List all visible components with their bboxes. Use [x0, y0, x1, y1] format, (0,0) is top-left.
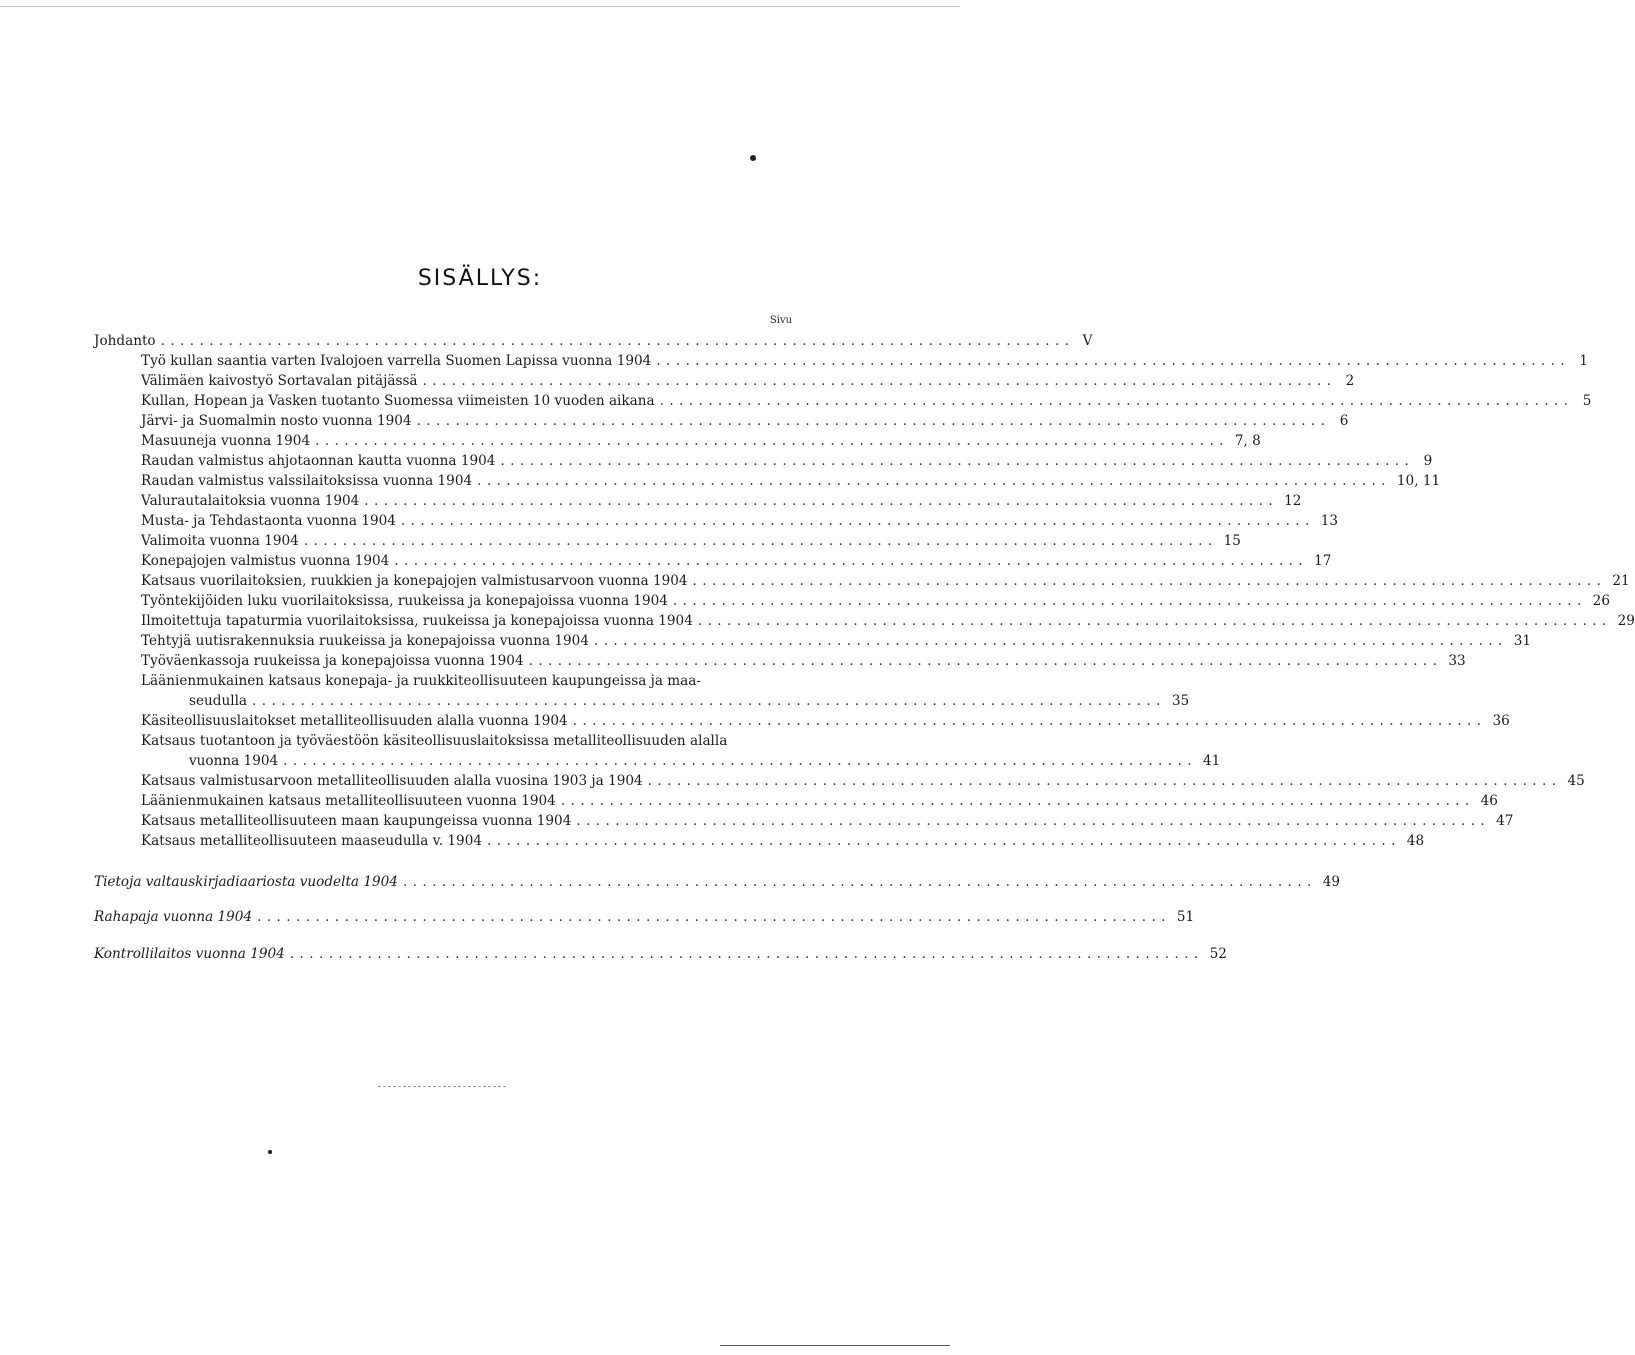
dot-leader: ..............................................................................................	[692, 573, 1607, 589]
dot-leader: ..............................................................................................	[402, 874, 1317, 890]
toc-entry-page: 36	[1492, 713, 1510, 729]
toc-entry-page: 12	[1284, 493, 1302, 509]
dot-leader: ..............................................................................................	[160, 333, 1075, 349]
toc-entry-label: Työväenkassoja ruukeissa ja konepajoissa vuonna 1904	[141, 653, 524, 669]
bottom-edge-rule	[720, 1345, 950, 1346]
toc-entry[interactable]	[189, 691, 1190, 711]
toc-entry-label-continued: seudulla	[189, 693, 248, 709]
toc-entry[interactable]	[141, 431, 1261, 451]
toc-entry[interactable]	[141, 371, 1355, 391]
toc-entry-page: 35	[1171, 693, 1190, 709]
toc-entry[interactable]	[141, 551, 1332, 571]
dot-leader: ..............................................................................................	[487, 833, 1401, 849]
dot-leader: ..............................................................................................	[659, 393, 1574, 409]
toc-entry-page: 5	[1582, 393, 1592, 409]
dot-leader: ..............................................................................................	[416, 413, 1331, 429]
toc-entry-page: 52	[1209, 946, 1227, 962]
toc-entry[interactable]	[189, 751, 1221, 771]
divider-rule	[378, 1086, 506, 1087]
toc-entry[interactable]	[141, 591, 1610, 611]
toc-entry-page: 15	[1223, 533, 1241, 549]
toc-entry[interactable]	[141, 611, 1635, 631]
dot-leader: ..............................................................................................	[394, 553, 1309, 569]
toc-entry-label-continued: vuonna 1904	[189, 753, 279, 769]
dot-leader: ..............................................................................................	[697, 613, 1612, 629]
toc-entry-label: Kullan, Hopean ja Vasken tuotanto Suomessa viimeisten 10 vuoden aikana	[141, 393, 655, 409]
toc-entry-page: 29	[1617, 613, 1635, 629]
toc-entry-label: Kontrollilaitos vuonna 1904	[94, 946, 285, 962]
toc-entry[interactable]	[141, 571, 1630, 591]
toc-entry-label: Läänienmukainen katsaus metalliteollisuuteen vuonna 1904	[141, 793, 556, 809]
toc-entry[interactable]	[141, 391, 1592, 411]
toc-entry[interactable]	[141, 451, 1433, 471]
toc-entry-label: Ilmoitettuja tapaturmia vuorilaitoksissa, ruukeissa ja konepajoissa vuonna 1904	[141, 613, 693, 629]
dot-leader: ..............................................................................................	[303, 533, 1218, 549]
dot-leader: ..............................................................................................	[257, 909, 1171, 925]
speck-mark	[750, 155, 756, 161]
toc-entry[interactable]	[141, 351, 1589, 371]
dot-leader: ..............................................................................................	[656, 353, 1571, 369]
toc-entry-label: Masuuneja vuonna 1904	[141, 433, 311, 449]
toc-entry[interactable]	[141, 651, 1466, 671]
toc-entry-page: V	[1082, 333, 1093, 349]
toc-entry-label: Johdanto	[94, 333, 156, 349]
dot-leader: ..............................................................................................	[315, 433, 1229, 449]
toc-entry[interactable]	[141, 411, 1349, 431]
toc-entry-page: 31	[1513, 633, 1532, 649]
toc-entry-label: Valimoita vuonna 1904	[141, 533, 299, 549]
toc-entry-page: 33	[1448, 653, 1466, 669]
toc-section-entry[interactable]	[94, 944, 1227, 964]
toc-entry-page: 47	[1496, 813, 1514, 829]
dot-leader: ..............................................................................................	[252, 693, 1166, 709]
dot-leader: ..............................................................................................	[560, 793, 1475, 809]
dot-leader: ..............................................................................................	[289, 946, 1204, 962]
toc-entry-page: 26	[1592, 593, 1610, 609]
dot-leader: ..............................................................................................	[400, 513, 1315, 529]
toc-entry-page: 6	[1339, 413, 1349, 429]
dot-leader: ..............................................................................................	[647, 773, 1562, 789]
toc-entry-label: Katsaus metalliteollisuuteen maaseudulla v. 1904	[141, 833, 483, 849]
dot-leader: ..............................................................................................	[593, 633, 1508, 649]
toc-entry[interactable]	[141, 471, 1441, 491]
toc-entry[interactable]	[141, 811, 1514, 831]
toc-entry-label: Katsaus metalliteollisuuteen maan kaupungeissa vuonna 1904	[141, 813, 572, 829]
toc-entry-label: Katsaus tuotantoon ja työväestöön käsiteollisuuslaitoksissa metalliteollisuuden alalla	[141, 733, 728, 749]
toc-entry[interactable]	[94, 331, 1093, 351]
toc-entry[interactable]	[141, 631, 1532, 651]
toc-entry-page: 7, 8	[1234, 433, 1261, 449]
page-column-header: Sivu	[769, 315, 793, 326]
top-edge-rule	[0, 6, 960, 7]
dot-leader: ..............................................................................................	[500, 453, 1415, 469]
toc-section-entry[interactable]	[94, 907, 1195, 927]
toc-entry[interactable]	[141, 711, 1510, 731]
toc-entry[interactable]	[141, 791, 1498, 811]
toc-entry-label: Tietoja valtauskirjadiaariosta vuodelta 1904	[94, 874, 398, 890]
toc-entry-page: 2	[1345, 373, 1355, 389]
toc-entry-label: Tehtyjä uutisrakennuksia ruukeissa ja konepajoissa vuonna 1904	[141, 633, 589, 649]
toc-entry-page: 45	[1567, 773, 1585, 789]
toc-entry[interactable]	[141, 831, 1425, 851]
toc-entry-label: Järvi- ja Suomalmin nosto vuonna 1904	[141, 413, 412, 429]
toc-entry[interactable]	[141, 531, 1241, 551]
dot-leader: ..............................................................................................	[572, 713, 1487, 729]
toc-entry-label: Konepajojen valmistus vuonna 1904	[141, 553, 390, 569]
toc-entry-page: 51	[1176, 909, 1195, 925]
toc-entry-page: 41	[1202, 753, 1221, 769]
toc-entry-page: 10, 11	[1396, 473, 1441, 489]
toc-section-entry[interactable]	[94, 872, 1341, 892]
toc-entry-label: Raudan valmistus ahjotaonnan kautta vuonna 1904	[141, 453, 496, 469]
dot-leader: ..............................................................................................	[672, 593, 1587, 609]
toc-entry-page: 17	[1314, 553, 1332, 569]
page-title: SISÄLLYS:	[417, 266, 543, 291]
toc-entry-label: Työntekijöiden luku vuorilaitoksissa, ruukeissa ja konepajoissa vuonna 1904	[141, 593, 668, 609]
toc-entry-label: Valurautalaitoksia vuonna 1904	[141, 493, 360, 509]
toc-entry-label: Välimäen kaivostyö Sortavalan pitäjässä	[141, 373, 418, 389]
toc-entry-page: 49	[1322, 874, 1341, 890]
toc-entry[interactable]	[141, 491, 1302, 511]
toc-entry-page: 9	[1423, 453, 1433, 469]
toc-entry-label: Katsaus valmistusarvoon metalliteollisuuden alalla vuosina 1903 ja 1904	[141, 773, 643, 789]
toc-entry[interactable]	[141, 511, 1339, 531]
dot-leader: ..............................................................................................	[364, 493, 1279, 509]
toc-entry-label: Käsiteollisuuslaitokset metalliteollisuuden alalla vuonna 1904	[141, 713, 568, 729]
toc-entry-label: Musta- ja Tehdastaonta vuonna 1904	[141, 513, 396, 529]
toc-entry[interactable]	[141, 771, 1585, 791]
toc-entry-page: 13	[1320, 513, 1339, 529]
dot-leader: ..............................................................................................	[528, 653, 1443, 669]
toc-entry-page: 46	[1480, 793, 1498, 809]
toc-entry-label: Katsaus vuorilaitoksien, ruukkien ja konepajojen valmistusarvoon vuonna 1904	[141, 573, 688, 589]
toc-entry-page: 48	[1406, 833, 1425, 849]
speck-mark	[268, 1150, 272, 1154]
toc-entry-label: Raudan valmistus valssilaitoksissa vuonna 1904	[141, 473, 473, 489]
toc-entry-page: 21	[1612, 573, 1630, 589]
toc-entry-label: Työ kullan saantia varten Ivalojoen varrella Suomen Lapissa vuonna 1904	[141, 353, 652, 369]
dot-leader: ..............................................................................................	[283, 753, 1197, 769]
toc-entry-label: Läänienmukainen katsaus konepaja- ja ruukkiteollisuuteen kaupungeissa ja maa-	[141, 673, 701, 689]
dot-leader: ..............................................................................................	[576, 813, 1491, 829]
dot-leader: ..............................................................................................	[422, 373, 1337, 389]
toc-entry-label: Rahapaja vuonna 1904	[94, 909, 253, 925]
dot-leader: ..............................................................................................	[477, 473, 1391, 489]
toc-entry-page: 1	[1579, 353, 1589, 369]
